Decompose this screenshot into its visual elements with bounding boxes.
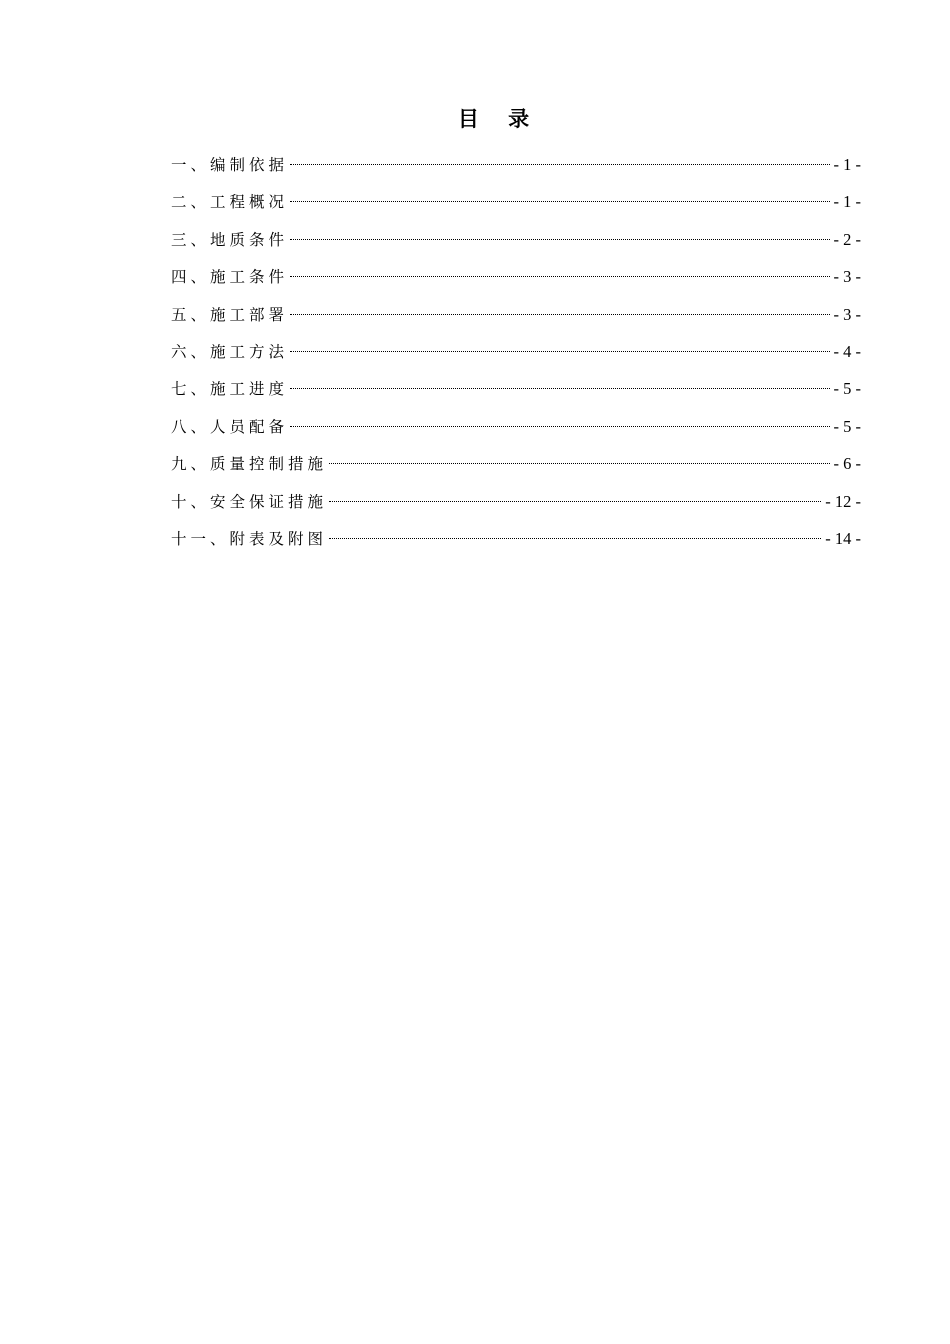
toc-entry-label: 一、编制依据 <box>171 156 289 174</box>
table-of-contents <box>171 150 861 561</box>
toc-entry-label: 九、质量控制措施 <box>171 455 328 474</box>
toc-entry-page: - 14 - <box>825 528 861 548</box>
toc-entry-3[interactable] <box>171 225 861 262</box>
toc-entry-page: - 3 - <box>833 304 861 324</box>
toc-entry-page: - 12 - <box>825 491 861 511</box>
toc-leader-dots <box>290 388 829 389</box>
toc-entry-page: - 3 - <box>833 267 861 287</box>
toc-leader-dots <box>290 164 829 165</box>
toc-leader-dots <box>290 314 829 315</box>
toc-entry-5[interactable] <box>171 300 861 337</box>
toc-entry-page: - 4 - <box>833 341 861 361</box>
toc-entry-label: 五、施工部署 <box>171 305 289 324</box>
toc-entry-6[interactable] <box>171 337 861 374</box>
toc-entry-8[interactable] <box>171 412 861 449</box>
toc-entry-11[interactable] <box>171 524 861 561</box>
toc-entry-2[interactable] <box>171 187 861 224</box>
toc-entry-page: - 1 - <box>833 155 861 174</box>
toc-leader-dots <box>290 201 829 202</box>
toc-entry-label: 三、地质条件 <box>171 230 289 249</box>
toc-entry-1[interactable] <box>171 150 861 187</box>
toc-entry-10[interactable] <box>171 487 861 524</box>
toc-entry-label: 十一、附表及附图 <box>171 529 328 548</box>
toc-entry-label: 八、人员配备 <box>171 417 289 436</box>
toc-leader-dots <box>329 538 821 539</box>
toc-entry-label: 二、工程概况 <box>171 193 289 212</box>
toc-entry-page: - 5 - <box>833 379 861 399</box>
toc-entry-label: 七、施工进度 <box>171 380 289 399</box>
toc-leader-dots <box>329 463 829 464</box>
toc-entry-7[interactable] <box>171 374 861 411</box>
toc-entry-label: 六、施工方法 <box>171 342 289 361</box>
toc-entry-page: - 1 - <box>833 192 861 212</box>
toc-entry-9[interactable] <box>171 449 861 486</box>
toc-entry-label: 十、安全保证措施 <box>171 492 328 511</box>
toc-title: 目 录 <box>457 107 541 131</box>
toc-leader-dots <box>329 501 821 502</box>
toc-entry-page: - 6 - <box>833 454 861 474</box>
toc-leader-dots <box>290 239 829 240</box>
toc-leader-dots <box>290 426 829 427</box>
toc-entry-label: 四、施工条件 <box>171 268 289 287</box>
toc-entry-4[interactable] <box>171 262 861 299</box>
toc-entry-page: - 5 - <box>833 416 861 436</box>
toc-leader-dots <box>290 276 829 277</box>
toc-entry-page: - 2 - <box>833 229 861 249</box>
toc-leader-dots <box>290 351 829 352</box>
